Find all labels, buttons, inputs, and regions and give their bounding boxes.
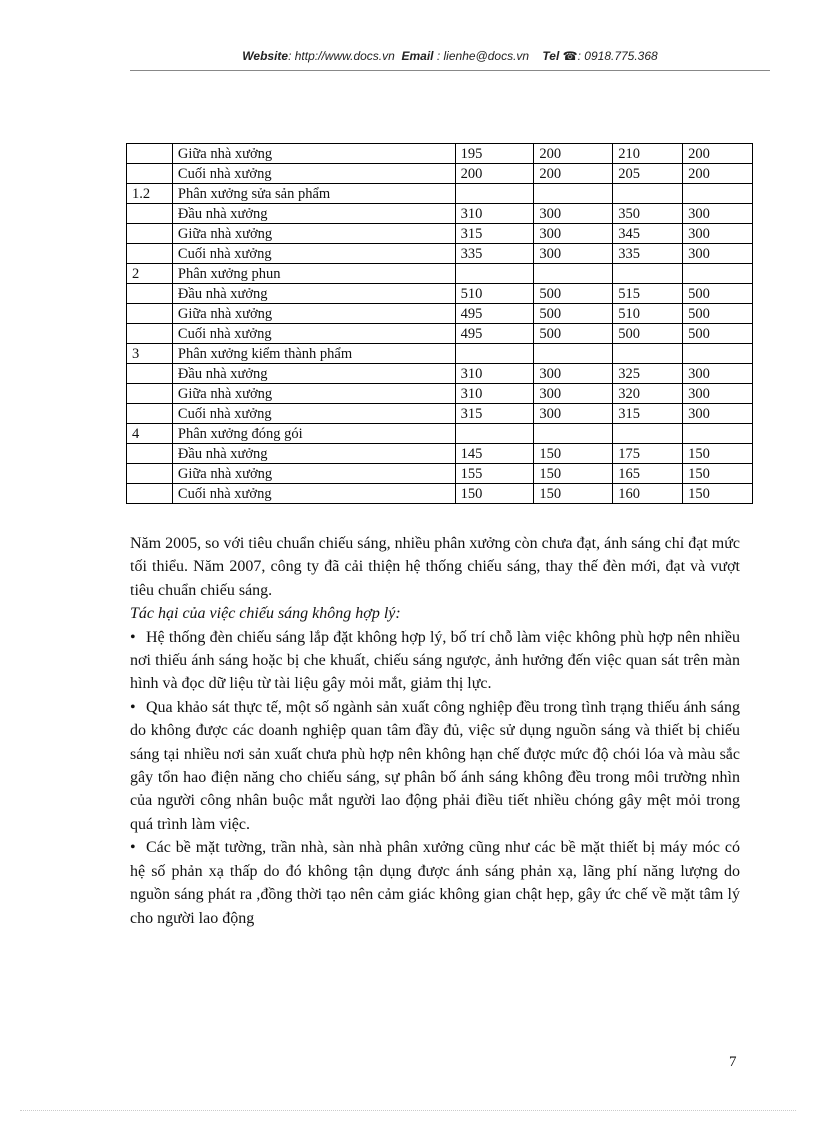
table-row	[127, 224, 753, 244]
value-cell	[534, 184, 613, 204]
value-cell: 300	[534, 204, 613, 224]
value-cell: 150	[683, 464, 753, 484]
paragraph-intro: Năm 2005, so với tiêu chuẩn chiếu sáng, nhiều phân xưởng còn chưa đạt, ánh sáng chỉ đạt mức tối thiểu. Năm 2007, công ty đã cải thiện hệ thống chiếu sáng, thay thế đèn mới, đạt và vượt tiêu chuẩn chiếu sáng.	[130, 535, 740, 599]
row-number-cell	[127, 324, 173, 344]
table-row	[127, 484, 753, 504]
value-cell	[613, 344, 683, 364]
table-row	[127, 204, 753, 224]
table-row	[127, 324, 753, 344]
table-row	[127, 304, 753, 324]
bullet-text: Các bề mặt tường, trần nhà, sàn nhà phân xưởng cũng như các bề mặt thiết bị máy móc có hệ số phản xạ thấp do đó không tận dụng được ánh sáng phản xạ, lãng phí năng lượng do nguồn sáng phát ra ,đồng thời tạo nên cảm giác không gian chật hẹp, gây ức chế về mặt tâm lý cho người lao động	[130, 839, 740, 927]
value-cell: 315	[455, 404, 534, 424]
value-cell: 315	[455, 224, 534, 244]
row-number-cell	[127, 204, 173, 224]
row-label-cell: Phân xưởng phun	[172, 264, 455, 284]
value-cell: 200	[683, 144, 753, 164]
value-cell: 150	[683, 444, 753, 464]
table-row	[127, 284, 753, 304]
value-cell: 500	[534, 304, 613, 324]
row-number-cell: 4	[127, 424, 173, 444]
row-number-cell	[127, 224, 173, 244]
value-cell: 300	[534, 384, 613, 404]
row-number-cell	[127, 284, 173, 304]
row-label-cell: Đầu nhà xưởng	[172, 284, 455, 304]
row-label-cell: Cuối nhà xưởng	[172, 484, 455, 504]
value-cell: 200	[683, 164, 753, 184]
row-label-cell: Phân xưởng đóng gói	[172, 424, 455, 444]
row-label-cell: Cuối nhà xưởng	[172, 324, 455, 344]
table-row	[127, 404, 753, 424]
value-cell: 345	[613, 224, 683, 244]
row-number-cell	[127, 364, 173, 384]
value-cell	[683, 184, 753, 204]
value-cell: 300	[534, 224, 613, 244]
table-row	[127, 444, 753, 464]
value-cell: 320	[613, 384, 683, 404]
value-cell: 300	[683, 404, 753, 424]
row-label-cell: Phân xưởng kiểm thành phẩm	[172, 344, 455, 364]
value-cell: 300	[683, 364, 753, 384]
bullet-item	[130, 626, 740, 696]
tel-label: Tel	[542, 49, 560, 63]
table-row	[127, 364, 753, 384]
value-cell: 515	[613, 284, 683, 304]
value-cell: 200	[455, 164, 534, 184]
row-number-cell	[127, 404, 173, 424]
row-number-cell	[127, 464, 173, 484]
value-cell	[455, 184, 534, 204]
table-row	[127, 384, 753, 404]
email-value: : lienhe@docs.vn	[436, 49, 530, 63]
value-cell: 500	[613, 324, 683, 344]
row-number-cell	[127, 164, 173, 184]
value-cell	[613, 264, 683, 284]
value-cell	[683, 344, 753, 364]
value-cell: 150	[455, 484, 534, 504]
value-cell	[455, 344, 534, 364]
website-label: Website	[242, 49, 289, 63]
value-cell	[613, 424, 683, 444]
row-number-cell	[127, 144, 173, 164]
value-cell: 300	[534, 244, 613, 264]
value-cell: 310	[455, 364, 534, 384]
value-cell: 155	[455, 464, 534, 484]
value-cell: 495	[455, 304, 534, 324]
row-label-cell: Giữa nhà xưởng	[172, 224, 455, 244]
header-divider	[130, 70, 770, 71]
value-cell: 300	[683, 224, 753, 244]
value-cell: 150	[683, 484, 753, 504]
value-cell	[534, 264, 613, 284]
value-cell: 325	[613, 364, 683, 384]
table-row	[127, 184, 753, 204]
row-number-cell: 2	[127, 264, 173, 284]
row-label-cell: Cuối nhà xưởng	[172, 404, 455, 424]
value-cell: 300	[683, 204, 753, 224]
bullet-text: Qua khảo sát thực tế, một số ngành sản xuất công nghiệp đều trong tình trạng thiếu ánh sáng do không được các doanh nghiệp quan tâm đầy đủ, việc sử dụng nguồn sáng và thiết bị chiếu sáng tại nhiều nơi sản xuất chưa phù hợp nên không hạn chế được mức độ chói lóa và màu sắc gây tổn hao điện năng cho chiếu sáng, sự phân bố ánh sáng không đều trong môi trường nhìn của người công nhân buộc mắt người lao động phải điều tiết nhiều chóng gây mệt mỏi trong quá trình làm việc.	[130, 698, 740, 833]
value-cell: 300	[683, 244, 753, 264]
row-label-cell: Đầu nhà xưởng	[172, 204, 455, 224]
value-cell: 160	[613, 484, 683, 504]
bullet-item	[130, 696, 740, 836]
value-cell: 150	[534, 444, 613, 464]
value-cell: 200	[534, 164, 613, 184]
row-label-cell: Cuối nhà xưởng	[172, 164, 455, 184]
row-number-cell	[127, 304, 173, 324]
value-cell: 205	[613, 164, 683, 184]
row-label-cell: Đầu nhà xưởng	[172, 444, 455, 464]
value-cell: 300	[534, 404, 613, 424]
row-number-cell	[127, 444, 173, 464]
value-cell: 300	[534, 364, 613, 384]
body-text	[130, 532, 740, 930]
value-cell: 300	[683, 384, 753, 404]
row-number-cell: 3	[127, 344, 173, 364]
value-cell: 500	[683, 284, 753, 304]
bullet-icon: •	[130, 698, 136, 716]
page-number: 7	[729, 1054, 737, 1070]
value-cell: 510	[613, 304, 683, 324]
lighting-table	[126, 143, 753, 504]
bullet-text: Hệ thống đèn chiếu sáng lắp đặt không hợp lý, bố trí chỗ làm việc không phù hợp nên nhiều nơi thiếu ánh sáng hoặc bị che khuất, chiếu sáng ngược, ảnh hưởng đến việc quan sát trên màn hình và đọc dữ liệu từ tài liệu gây mỏi mắt, giảm thị lực.	[130, 628, 740, 693]
row-label-cell: Phân xưởng sửa sản phẩm	[172, 184, 455, 204]
value-cell: 310	[455, 204, 534, 224]
row-label-cell: Đầu nhà xưởng	[172, 364, 455, 384]
table-row	[127, 244, 753, 264]
row-number-cell: 1.2	[127, 184, 173, 204]
table-row	[127, 344, 753, 364]
value-cell: 315	[613, 404, 683, 424]
value-cell: 350	[613, 204, 683, 224]
value-cell: 500	[683, 324, 753, 344]
row-label-cell: Giữa nhà xưởng	[172, 384, 455, 404]
table-row	[127, 264, 753, 284]
page-header	[130, 49, 770, 63]
value-cell	[455, 264, 534, 284]
value-cell: 500	[534, 324, 613, 344]
row-label-cell: Giữa nhà xưởng	[172, 464, 455, 484]
row-label-cell: Giữa nhà xưởng	[172, 304, 455, 324]
value-cell	[534, 424, 613, 444]
value-cell	[613, 184, 683, 204]
website-value: : http://www.docs.vn	[288, 49, 395, 63]
value-cell: 335	[613, 244, 683, 264]
table-row	[127, 144, 753, 164]
value-cell: 310	[455, 384, 534, 404]
value-cell: 165	[613, 464, 683, 484]
value-cell: 145	[455, 444, 534, 464]
table-row	[127, 464, 753, 484]
table-row	[127, 164, 753, 184]
row-number-cell	[127, 384, 173, 404]
value-cell: 175	[613, 444, 683, 464]
value-cell: 200	[534, 144, 613, 164]
value-cell	[455, 424, 534, 444]
row-number-cell	[127, 244, 173, 264]
row-number-cell	[127, 484, 173, 504]
value-cell: 335	[455, 244, 534, 264]
lighting-table-body	[127, 144, 753, 504]
value-cell: 510	[455, 284, 534, 304]
table-row	[127, 424, 753, 444]
row-label-cell: Giữa nhà xưởng	[172, 144, 455, 164]
value-cell: 500	[683, 304, 753, 324]
value-cell: 495	[455, 324, 534, 344]
value-cell: 150	[534, 464, 613, 484]
value-cell	[683, 424, 753, 444]
value-cell: 150	[534, 484, 613, 504]
subheading: Tác hại của việc chiếu sáng không hợp lý:	[130, 605, 401, 623]
bullet-item	[130, 836, 740, 930]
tel-value: : 0918.775.368	[577, 49, 658, 63]
bullet-icon: •	[130, 628, 136, 646]
email-label: Email	[401, 49, 434, 63]
value-cell	[683, 264, 753, 284]
value-cell: 195	[455, 144, 534, 164]
phone-icon: ☎	[562, 49, 578, 63]
footer-divider	[20, 1110, 796, 1111]
bullet-icon: •	[130, 839, 136, 857]
value-cell: 500	[534, 284, 613, 304]
row-label-cell: Cuối nhà xưởng	[172, 244, 455, 264]
value-cell: 210	[613, 144, 683, 164]
value-cell	[534, 344, 613, 364]
